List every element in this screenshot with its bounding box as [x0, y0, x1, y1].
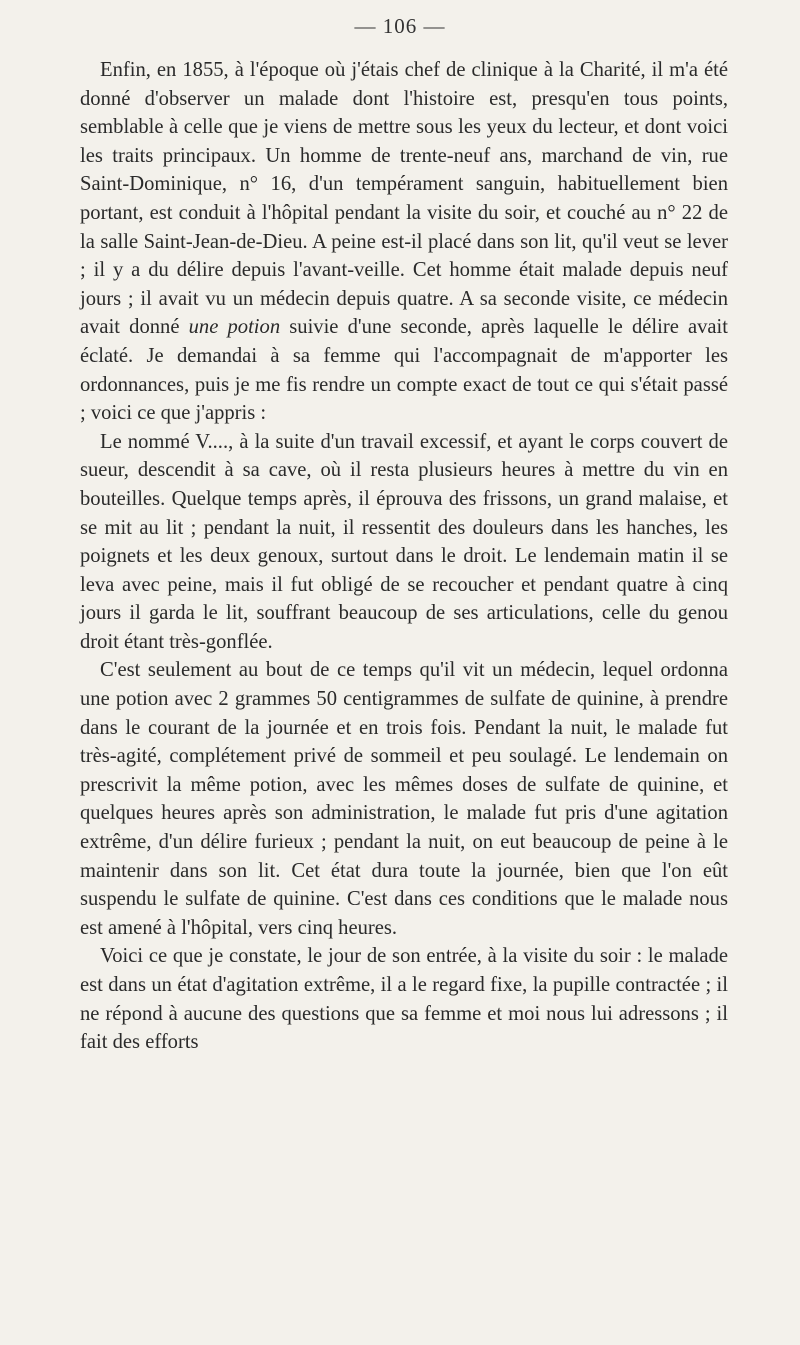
- paragraph-1-before: Enfin, en 1855, à l'époque où j'étais chef de clinique à la Charité, il m'a été donné d'observer un malade dont l'histoire est, presqu'en tous points, semblable à celle que je viens de mettre sous les yeux du lecteur, et dont voici les traits principaux. Un homme de trente-neuf ans, marchand de vin, rue Saint-Dominique, n° 16, d'un tempérament sanguin, habituellement bien portant, est conduit à l'hôpital pendant la visite du soir, et couché au n° 22 de la salle Saint-Jean-de-Dieu. A peine est-il placé dans son lit, qu'il veut se lever ; il y a du délire depuis l'avant-veille. Cet homme était malade depuis neuf jours ; il avait vu un médecin depuis quatre. A sa seconde visite, ce médecin avait donné: [80, 59, 728, 339]
- paragraph-4: Voici ce que je constate, le jour de son entrée, à la visite du soir : le malade est dans un état d'agitation extrême, il a le regard fixe, la pupille contractée ; il ne répond à aucune des questions que sa femme et moi nous lui adressons ; il fait des efforts: [80, 945, 728, 1054]
- paragraph-1: [80, 56, 728, 428]
- paragraph-3: C'est seulement au bout de ce temps qu'il vit un médecin, lequel ordonna une potion avec 2 grammes 50 centigrammes de sulfate de quinine, à prendre dans le courant de la journée et en trois fois. Pendant la nuit, le malade fut très-agité, complétement privé de sommeil et peu soulagé. Le lendemain on prescrivit la même potion, avec les mêmes doses de sulfate de quinine, et quelques heures après son administration, le malade fut pris d'une agitation extrême, d'un délire furieux ; pendant la nuit, on eut beaucoup de peine à le maintenir dans son lit. Cet état dura toute la journée, bien que l'on eût suspendu le sulfate de quinine. C'est dans ces conditions que le malade nous est amené à l'hôpital, vers cinq heures.: [80, 659, 728, 939]
- paragraph-1-emphasis: une potion: [188, 316, 281, 339]
- body-text: [80, 56, 728, 1057]
- paragraph-1-after: suivie d'une seconde, après laquelle le délire avait éclaté. Je demandai à sa femme qui l'accompagnait de m'apporter les ordonnances, puis je me fis rendre un compte exact de tout ce qui s'était passé ; voici ce que j'appris :: [80, 316, 728, 425]
- page-number: — 106 —: [354, 14, 446, 38]
- paragraph-2: Le nommé V...., à la suite d'un travail excessif, et ayant le corps couvert de sueur, descendit à sa cave, où il resta plusieurs heures à mettre du vin en bouteilles. Quelque temps après, il éprouva des frissons, un grand malaise, et se mit au lit ; pendant la nuit, il ressentit des douleurs dans les hanches, les poignets et les deux genoux, surtout dans le droit. Le lendemain matin il se leva avec peine, mais il fut obligé de se recoucher et pendant quatre à cinq jours il garda le lit, souffrant beaucoup de ses articulations, celle du genou droit étant très-gonflée.: [80, 430, 728, 653]
